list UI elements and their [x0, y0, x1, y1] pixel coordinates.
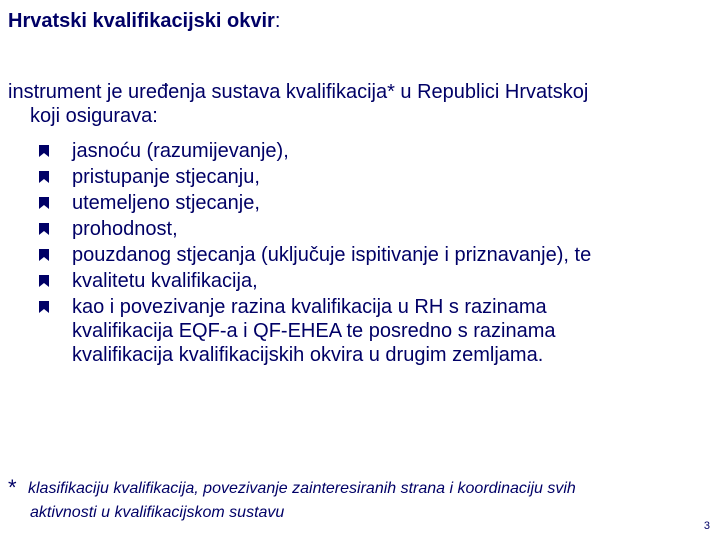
bullet-text: utemeljeno stjecanje, [72, 192, 260, 214]
bullet-text: pouzdanog stjecanja (uključuje ispitivanje i priznavanje), te [72, 244, 592, 266]
slide-title-text: Hrvatski kvalifikacijski okvir [8, 10, 275, 32]
slide-title-colon: : [274, 10, 281, 32]
footnote [8, 476, 712, 525]
list-item [0, 217, 720, 241]
bullet-text: kao i povezivanje razina kvalifikacija u RH s razinama kvalifikacija EQF-a i QF-EHEA te posredno s razinama kvalifikacija kvalifikacijskih okvira u drugim zemljama. [72, 296, 556, 366]
intro-paragraph [8, 80, 708, 128]
bookmark-bullet-icon [37, 196, 51, 210]
bullet-list [0, 139, 720, 369]
list-item [0, 295, 720, 367]
list-item [0, 165, 720, 189]
page-number: 3 [703, 520, 710, 532]
bookmark-bullet-icon [37, 300, 51, 314]
bullet-text: kvalitetu kvalifikacija, [72, 270, 258, 292]
bullet-text: jasnoću (razumijevanje), [72, 140, 289, 162]
bookmark-bullet-icon [37, 248, 51, 262]
list-item [0, 243, 720, 267]
footnote-text-1: klasifikaciju kvalifikacija, povezivanje zainteresiranih strana i koordinaciju svih [28, 480, 576, 497]
footnote-line-2: aktivnosti u kvalifikacijskom sustavu [30, 504, 285, 521]
bookmark-bullet-icon [37, 274, 51, 288]
bookmark-bullet-icon [37, 170, 51, 184]
list-item [0, 191, 720, 215]
intro-line-2: koji osigurava: [30, 105, 158, 127]
intro-line-1: instrument je uređenja sustava kvalifikacija* u Republici Hrvatskoj [8, 81, 589, 103]
bookmark-bullet-icon [37, 144, 51, 158]
footnote-line-1 [8, 476, 712, 501]
slide-title [8, 9, 280, 33]
bullet-text: prohodnost, [72, 218, 178, 240]
bookmark-bullet-icon [37, 222, 51, 236]
footnote-star: * [8, 475, 17, 500]
list-item [0, 269, 720, 293]
list-item [0, 139, 720, 163]
bullet-text: pristupanje stjecanju, [72, 166, 260, 188]
